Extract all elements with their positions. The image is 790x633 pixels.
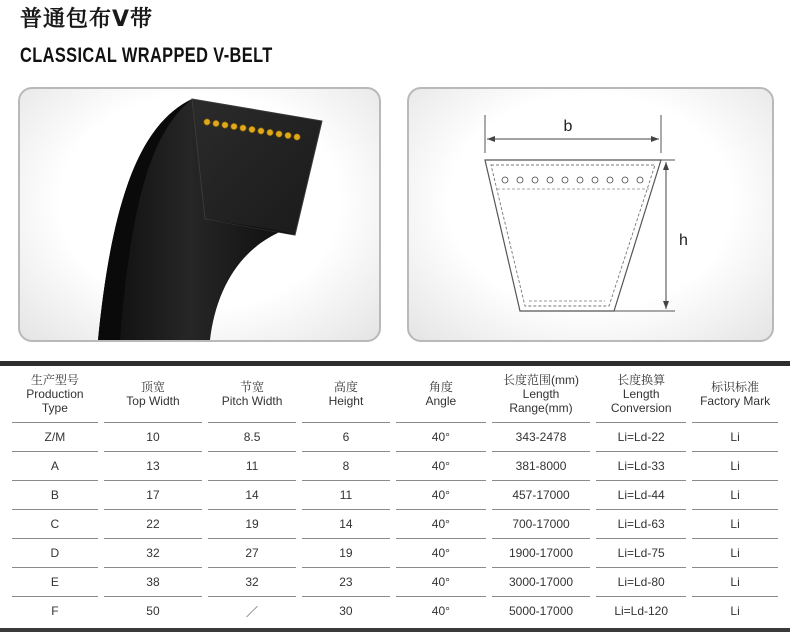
- table-cell-length-range: 1900-17000: [492, 538, 590, 567]
- table-cell-factory-mark: Li: [692, 451, 778, 480]
- table-body: [12, 422, 778, 625]
- table-cell-length-range: 700-17000: [492, 509, 590, 538]
- column-header-cn: 生产型号: [30, 373, 79, 387]
- table-cell-production-type: F: [12, 596, 98, 625]
- table-row: [12, 509, 778, 538]
- column-header-cn: 标识标准: [711, 380, 760, 394]
- table-cell-length-conversion: Li=Ld-44: [596, 480, 686, 509]
- table-header-row: [12, 366, 778, 422]
- table-cell-production-type: A: [12, 451, 98, 480]
- table-row: [12, 538, 778, 567]
- belt-illustration: [20, 89, 379, 340]
- table-cell-height: 11: [302, 480, 390, 509]
- table-cell-length-range: 381-8000: [492, 451, 590, 480]
- table-cell-length-range: 457-17000: [492, 480, 590, 509]
- table-row: [12, 596, 778, 625]
- top-width-label: b: [563, 118, 573, 135]
- column-header-en: Angle: [425, 394, 457, 408]
- table-cell-factory-mark: Li: [692, 567, 778, 596]
- table-cell-production-type: C: [12, 509, 98, 538]
- page-title-english: CLASSICAL WRAPPED V-BELT: [20, 44, 273, 67]
- table-cell-top-width: 38: [104, 567, 202, 596]
- column-header-cn: 角度: [428, 380, 453, 394]
- table-cell-top-width: 17: [104, 480, 202, 509]
- column-header-pitch-width: [208, 366, 296, 422]
- column-header-cn: 节宽: [240, 380, 265, 394]
- table-cell-top-width: 50: [104, 596, 202, 625]
- table-cell-height: 30: [302, 596, 390, 625]
- cross-section-diagram: [409, 89, 772, 340]
- column-header-en: Production: [26, 387, 84, 401]
- column-header-cn: 长度范围(mm): [503, 373, 580, 387]
- table-row: [12, 422, 778, 451]
- table-cell-height: 8: [302, 451, 390, 480]
- table-row: [12, 480, 778, 509]
- column-header-en: Top Width: [126, 394, 180, 408]
- table-cell-length-conversion: Li=Ld-33: [596, 451, 686, 480]
- table-cell-top-width: 22: [104, 509, 202, 538]
- table-cell-factory-mark: Li: [692, 596, 778, 625]
- column-header-cn: 顶宽: [140, 380, 165, 394]
- table-row: [12, 567, 778, 596]
- table-cell-production-type: B: [12, 480, 98, 509]
- table-cell-production-type: Z/M: [12, 422, 98, 451]
- table-cell-angle: 40°: [396, 422, 486, 451]
- table-cell-angle: 40°: [396, 538, 486, 567]
- column-header-cn: 长度换算: [617, 373, 666, 387]
- column-header-length-range: [492, 366, 590, 422]
- table-cell-length-range: 5000-17000: [492, 596, 590, 625]
- table-cell-factory-mark: Li: [692, 480, 778, 509]
- column-header-en: Height: [328, 394, 364, 408]
- column-header-angle: [396, 366, 486, 422]
- table-cell-length-conversion: Li=Ld-75: [596, 538, 686, 567]
- table-cell-factory-mark: Li: [692, 538, 778, 567]
- table-cell-pitch-width: 32: [208, 567, 296, 596]
- column-header-height: [302, 366, 390, 422]
- table-row: [12, 451, 778, 480]
- table-cell-top-width: 13: [104, 451, 202, 480]
- table-cell-height: 23: [302, 567, 390, 596]
- page-title-chinese: 普通包布V带: [20, 7, 154, 32]
- column-header-en: Factory Mark: [700, 394, 771, 408]
- table-cell-height: 19: [302, 538, 390, 567]
- column-header-en: Pitch Width: [221, 394, 283, 408]
- table-cell-length-conversion: Li=Ld-120: [596, 596, 686, 625]
- table-cell-factory-mark: Li: [692, 422, 778, 451]
- table-cell-angle: 40°: [396, 596, 486, 625]
- column-header-en: Length: [622, 387, 660, 401]
- column-header-cn: 高度: [333, 380, 358, 394]
- height-label: h: [679, 232, 688, 249]
- table-cell-angle: 40°: [396, 567, 486, 596]
- table-cell-top-width: 32: [104, 538, 202, 567]
- cross-section-panel: [407, 87, 774, 342]
- specification-table: [6, 366, 784, 625]
- table-cell-factory-mark: Li: [692, 509, 778, 538]
- table-cell-pitch-width: 8.5: [208, 422, 296, 451]
- column-header-en: Conversion: [610, 401, 672, 415]
- table-cell-pitch-width: 11: [208, 451, 296, 480]
- column-header-en: Range(mm): [509, 401, 573, 415]
- table-cell-length-conversion: Li=Ld-80: [596, 567, 686, 596]
- table-cell-pitch-width: 27: [208, 538, 296, 567]
- table-cell-length-range: 343-2478: [492, 422, 590, 451]
- table-cell-top-width: 10: [104, 422, 202, 451]
- table-cell-height: 6: [302, 422, 390, 451]
- table-bottom-rule: [0, 628, 790, 632]
- table-cell-length-range: 3000-17000: [492, 567, 590, 596]
- table-cell-angle: 40°: [396, 509, 486, 538]
- table-cell-production-type: D: [12, 538, 98, 567]
- column-header-en: Length: [522, 387, 560, 401]
- table-cell-pitch-width: 19: [208, 509, 296, 538]
- column-header-en: Type: [41, 401, 68, 415]
- column-header-length-conversion: [596, 366, 686, 422]
- table-cell-angle: 40°: [396, 451, 486, 480]
- table-cell-length-conversion: Li=Ld-63: [596, 509, 686, 538]
- column-header-top-width: [104, 366, 202, 422]
- table-cell-production-type: E: [12, 567, 98, 596]
- table-cell-angle: 40°: [396, 480, 486, 509]
- table-cell-pitch-width: ／: [208, 596, 296, 625]
- table-cell-length-conversion: Li=Ld-22: [596, 422, 686, 451]
- table-cell-height: 14: [302, 509, 390, 538]
- belt-photo-panel: [18, 87, 381, 342]
- column-header-production-type: [12, 366, 98, 422]
- table-cell-pitch-width: 14: [208, 480, 296, 509]
- column-header-factory-mark: [692, 366, 778, 422]
- belt-trapezoid: [485, 160, 661, 311]
